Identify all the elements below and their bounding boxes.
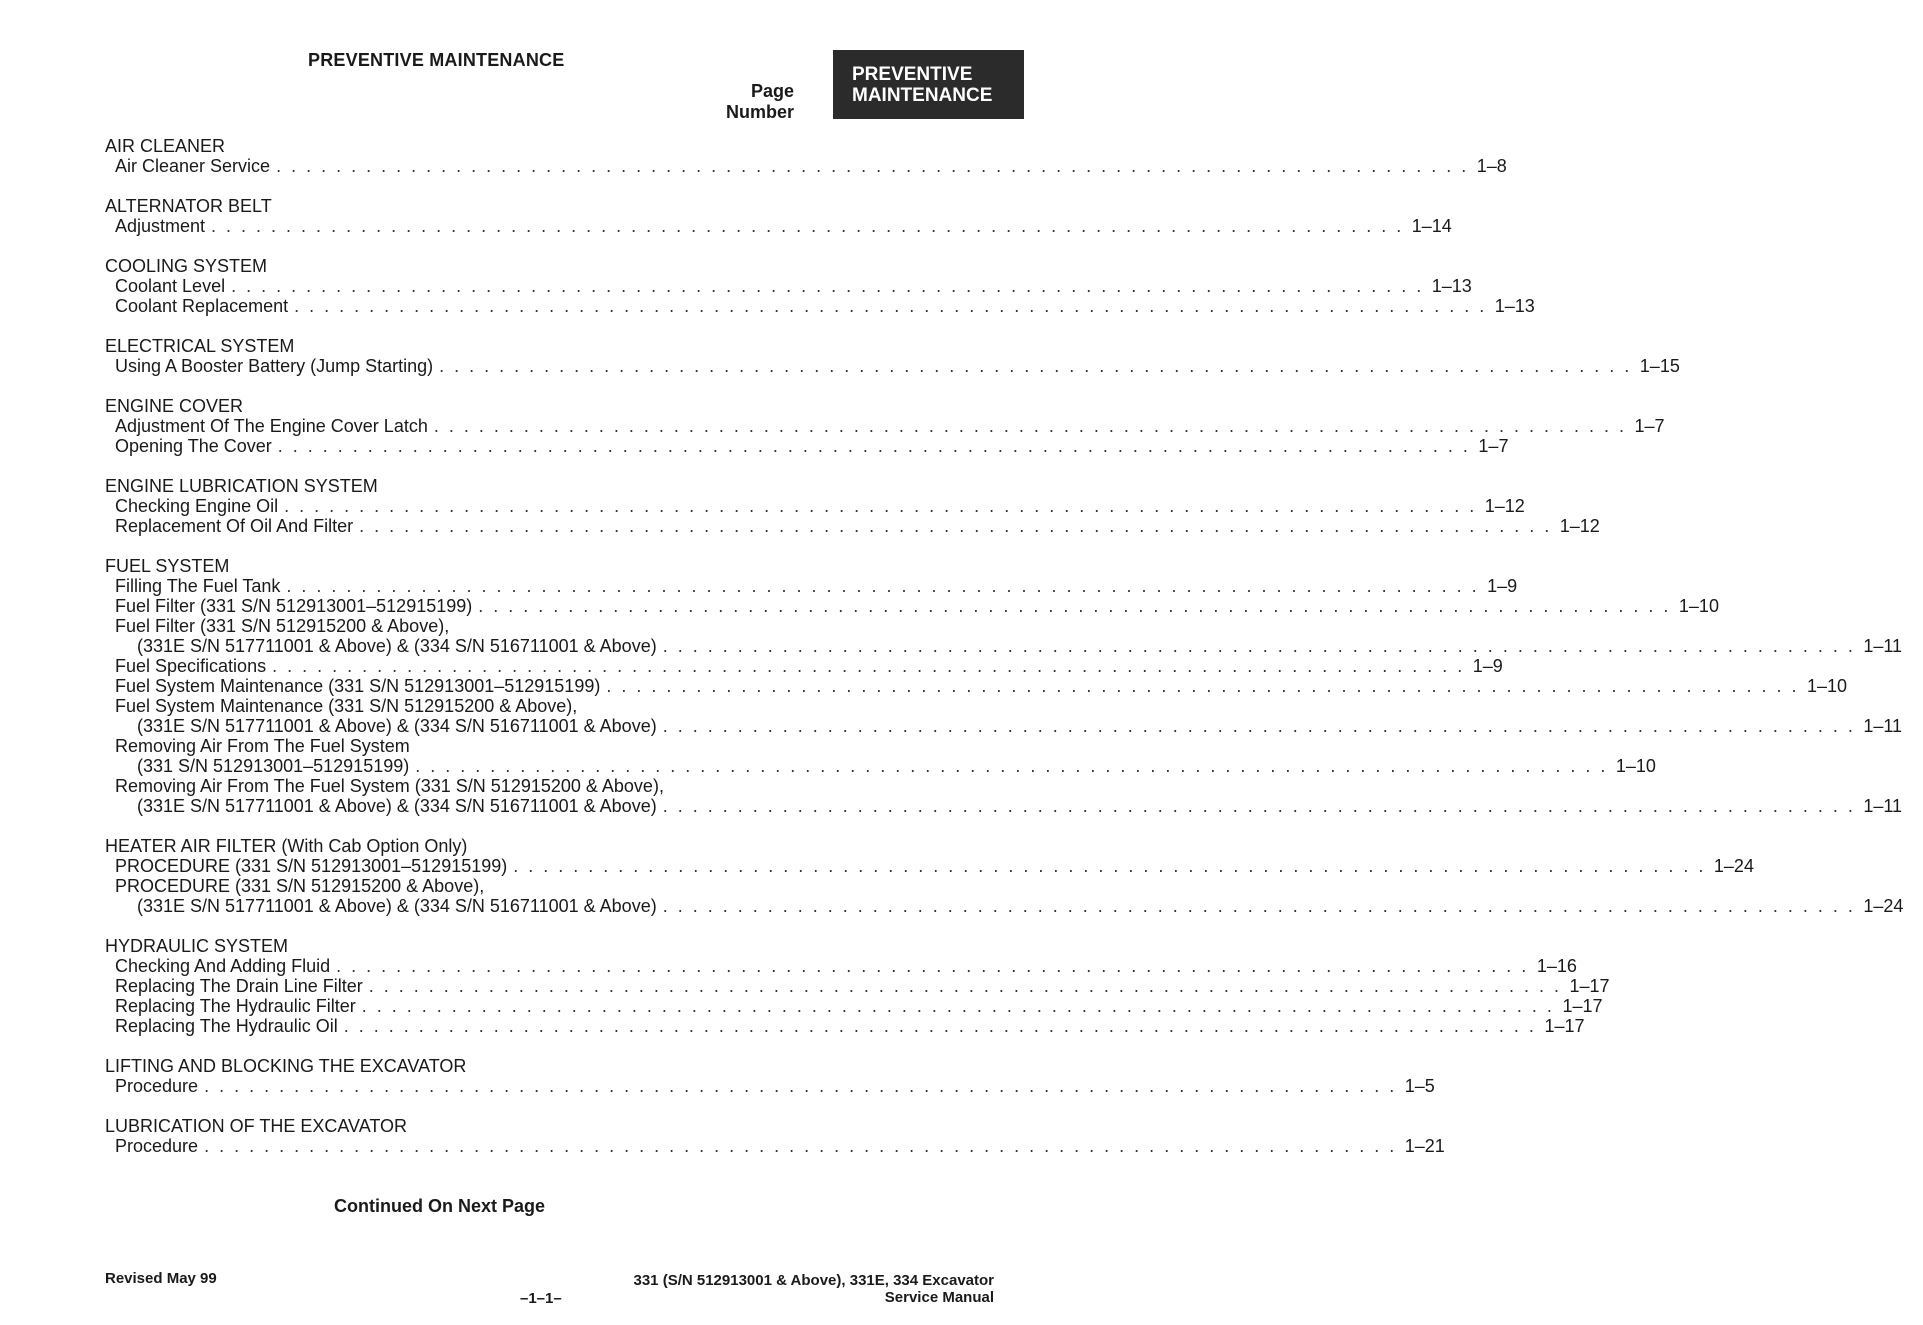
- toc-entry: [105, 436, 1509, 456]
- footer-manual-info: [634, 1272, 995, 1306]
- dot-leader: . . . . . . . . . . . . . . . . . . . . . . . . . . . . . . . . . . . . . . . . . . . . . . . . . . . . . . . . . . . . . . . . . . . . . . . . . . . . . . . .: [343, 1016, 1537, 1036]
- toc-entry-page: 1–9: [1472, 656, 1503, 676]
- dot-leader: . . . . . . . . . . . . . . . . . . . . . . . . . . . . . . . . . . . . . . . . . . . . . . . . . . . . . . . . . . . . . . . . . . . . . . . . . . . . . . . .: [211, 216, 1404, 236]
- dot-leader: . . . . . . . . . . . . . . . . . . . . . . . . . . . . . . . . . . . . . . . . . . . . . . . . . . . . . . . . . . . . . . . . . . . . . . . . . . . . . . . .: [662, 896, 1856, 916]
- toc-entry-label: Air Cleaner Service: [115, 156, 271, 176]
- toc-section-title: LUBRICATION OF THE EXCAVATOR: [105, 1116, 408, 1136]
- toc-entry-page: 1–10: [1615, 756, 1656, 776]
- dot-leader: . . . . . . . . . . . . . . . . . . . . . . . . . . . . . . . . . . . . . . . . . . . . . . . . . . . . . . . . . . . . . . . . . . . . . . . . . . . . . . . .: [513, 856, 1706, 876]
- toc-section-title: ENGINE LUBRICATION SYSTEM: [105, 476, 378, 496]
- dot-leader: . . . . . . . . . . . . . . . . . . . . . . . . . . . . . . . . . . . . . . . . . . . . . . . . . . . . . . . . . . . . . . . . . . . . . . . . . . . . . . . .: [336, 956, 1529, 976]
- toc-entry-label: Procedure: [115, 1076, 199, 1096]
- page-label: Page: [750, 81, 794, 101]
- toc-entry-label: Fuel Filter (331 S/N 512913001–512915199): [115, 596, 473, 616]
- toc-entry: [105, 676, 1848, 696]
- dot-leader: . . . . . . . . . . . . . . . . . . . . . . . . . . . . . . . . . . . . . . . . . . . . . . . . . . . . . . . . . . . . . . . . . . . . . . . . . . . . . . . .: [204, 1136, 1397, 1156]
- dot-leader: . . . . . . . . . . . . . . . . . . . . . . . . . . . . . . . . . . . . . . . . . . . . . . . . . . . . . . . . . . . . . . . . . . . . . . . . . . . . . . . .: [284, 496, 1477, 516]
- toc-entry-page: 1–17: [1569, 976, 1610, 996]
- toc-section-title: LIFTING AND BLOCKING THE EXCAVATOR: [105, 1056, 467, 1076]
- toc-entry: [105, 976, 1610, 996]
- dot-leader: . . . . . . . . . . . . . . . . . . . . . . . . . . . . . . . . . . . . . . . . . . . . . . . . . . . . . . . . . . . . . . . . . . . . . . . . . . . . . . . .: [286, 576, 1480, 596]
- toc-entry-line: Removing Air From The Fuel System: [115, 736, 410, 756]
- toc-section-title: HYDRAULIC SYSTEM: [105, 936, 289, 956]
- toc-entry-label: Adjustment: [115, 216, 206, 236]
- toc-entry: [105, 156, 1507, 176]
- toc-section: [105, 1116, 1445, 1156]
- dot-leader: . . . . . . . . . . . . . . . . . . . . . . . . . . . . . . . . . . . . . . . . . . . . . . . . . . . . . . . . . . . . . . . . . . . . . . . . . . . . . . . .: [277, 436, 1471, 456]
- toc-entry-page: 1–11: [1863, 636, 1903, 656]
- dot-leader: . . . . . . . . . . . . . . . . . . . . . . . . . . . . . . . . . . . . . . . . . . . . . . . . . . . . . . . . . . . . . . . . . . . . . . . . . . . . . . . .: [478, 596, 1671, 616]
- dot-leader: . . . . . . . . . . . . . . . . . . . . . . . . . . . . . . . . . . . . . . . . . . . . . . . . . . . . . . . . . . . . . . . . . . . . . . . . . . . . . . . .: [272, 656, 1465, 676]
- toc-entry: [105, 636, 1903, 656]
- toc-entry: [105, 416, 1665, 436]
- toc-entry-label: (331E S/N 517711001 & Above) & (334 S/N 516711001 & Above): [137, 896, 657, 916]
- toc-entry-page: 1–21: [1404, 1136, 1445, 1156]
- toc-entry-page: 1–24: [1863, 896, 1904, 916]
- toc-entry-label: Coolant Replacement: [115, 296, 289, 316]
- toc-entry-label: Fuel System Maintenance (331 S/N 512913001–512915199): [115, 676, 601, 696]
- toc-entry-label: Replacing The Hydraulic Filter: [115, 996, 356, 1016]
- toc-entry-line: Removing Air From The Fuel System (331 S/N 512915200 & Above),: [115, 776, 664, 796]
- toc-entry-page: 1–13: [1494, 296, 1535, 316]
- dot-leader: . . . . . . . . . . . . . . . . . . . . . . . . . . . . . . . . . . . . . . . . . . . . . . . . . . . . . . . . . . . . . . . . . . . . . . . . . . . . . . . .: [662, 716, 1856, 736]
- toc-section-title: COOLING SYSTEM: [105, 256, 268, 276]
- toc-section: [105, 396, 1665, 456]
- dot-leader: . . . . . . . . . . . . . . . . . . . . . . . . . . . . . . . . . . . . . . . . . . . . . . . . . . . . . . . . . . . . . . . . . . . . . . . . . . . . . . . .: [276, 156, 1469, 176]
- section-tab: [833, 50, 1024, 119]
- toc-entry-label: PROCEDURE (331 S/N 512913001–512915199): [115, 856, 508, 876]
- toc-entry: [105, 716, 1903, 736]
- toc-section-title: ELECTRICAL SYSTEM: [105, 336, 295, 356]
- toc-entry-page: 1–15: [1639, 356, 1680, 376]
- toc-entry-page: 1–10: [1807, 676, 1848, 696]
- toc-entry-line: Fuel System Maintenance (331 S/N 512915200 & Above),: [115, 696, 578, 716]
- toc-entry-label: Replacement Of Oil And Filter: [115, 516, 354, 536]
- toc-section: [105, 136, 1507, 176]
- toc-entry-label: Coolant Level: [115, 276, 226, 296]
- toc-section-title: ALTERNATOR BELT: [105, 196, 272, 216]
- section-tab-line-1: PREVENTIVE: [852, 64, 973, 85]
- toc-section: [105, 476, 1600, 536]
- toc-entry-label: (331E S/N 517711001 & Above) & (334 S/N 516711001 & Above): [137, 716, 657, 736]
- toc-section: [105, 196, 1452, 236]
- toc-entry: [105, 1136, 1445, 1156]
- toc-entry-page: 1–17: [1562, 996, 1603, 1016]
- toc-entry: [105, 996, 1603, 1016]
- toc-section: [105, 836, 1904, 916]
- toc-entry-label: (331 S/N 512913001–512915199): [137, 756, 410, 776]
- toc-section: [105, 936, 1610, 1036]
- toc-entry: [105, 496, 1525, 516]
- toc-entry-page: 1–10: [1678, 596, 1719, 616]
- toc-entry-page: 1–11: [1863, 716, 1903, 736]
- dot-leader: . . . . . . . . . . . . . . . . . . . . . . . . . . . . . . . . . . . . . . . . . . . . . . . . . . . . . . . . . . . . . . . . . . . . . . . . . . . . . . . .: [439, 356, 1632, 376]
- toc-entry: [105, 796, 1903, 816]
- footer-model: 331 (S/N 512913001 & Above), 331E, 334 Excavator: [633, 1272, 994, 1289]
- toc-entry-label: Using A Booster Battery (Jump Starting): [115, 356, 434, 376]
- toc-entry-page: 1–7: [1634, 416, 1665, 436]
- toc-section: [105, 256, 1535, 316]
- toc-entry-label: (331E S/N 517711001 & Above) & (334 S/N 516711001 & Above): [137, 636, 657, 656]
- toc-entry-page: 1–14: [1411, 216, 1452, 236]
- footer-manual: Service Manual: [884, 1289, 994, 1306]
- toc-section: [105, 336, 1680, 376]
- toc-entry-page: 1–12: [1484, 496, 1525, 516]
- table-of-contents: [105, 136, 1904, 1176]
- toc-entry-label: Procedure: [115, 1136, 199, 1156]
- dot-leader: . . . . . . . . . . . . . . . . . . . . . . . . . . . . . . . . . . . . . . . . . . . . . . . . . . . . . . . . . . . . . . . . . . . . . . . . . . . . . . . .: [662, 636, 1856, 656]
- toc-entry-label: Filling The Fuel Tank: [115, 576, 281, 596]
- dot-leader: . . . . . . . . . . . . . . . . . . . . . . . . . . . . . . . . . . . . . . . . . . . . . . . . . . . . . . . . . . . . . . . . . . . . . . . . . . . . . . . .: [294, 296, 1487, 316]
- toc-section-title: ENGINE COVER: [105, 396, 244, 416]
- page-number-column-header: [726, 81, 794, 123]
- dot-leader: . . . . . . . . . . . . . . . . . . . . . . . . . . . . . . . . . . . . . . . . . . . . . . . . . . . . . . . . . . . . . . . . . . . . . . . . . . . . . . . .: [368, 976, 1562, 996]
- toc-entry: [105, 576, 1518, 596]
- toc-section-title: FUEL SYSTEM: [105, 556, 230, 576]
- toc-entry: [105, 596, 1719, 616]
- toc-entry: [105, 856, 1754, 876]
- footer-revised: Revised May 99: [105, 1270, 217, 1287]
- toc-entry-page: 1–24: [1713, 856, 1754, 876]
- toc-section: [105, 1056, 1435, 1096]
- dot-leader: . . . . . . . . . . . . . . . . . . . . . . . . . . . . . . . . . . . . . . . . . . . . . . . . . . . . . . . . . . . . . . . . . . . . . . . . . . . . . . . .: [361, 996, 1555, 1016]
- toc-section-title: AIR CLEANER: [105, 136, 226, 156]
- toc-entry-page: 1–13: [1431, 276, 1472, 296]
- toc-entry-line: PROCEDURE (331 S/N 512915200 & Above),: [115, 876, 485, 896]
- toc-entry-page: 1–8: [1476, 156, 1507, 176]
- toc-entry: [105, 756, 1656, 776]
- toc-entry-page: 1–12: [1559, 516, 1600, 536]
- toc-entry-label: Checking And Adding Fluid: [115, 956, 331, 976]
- dot-leader: . . . . . . . . . . . . . . . . . . . . . . . . . . . . . . . . . . . . . . . . . . . . . . . . . . . . . . . . . . . . . . . . . . . . . . . . . . . . . . . .: [433, 416, 1627, 436]
- toc-entry: [105, 1016, 1585, 1036]
- toc-entry-label: Fuel Specifications: [115, 656, 267, 676]
- section-tab-line-2: MAINTENANCE: [852, 85, 993, 106]
- toc-entry: [105, 1076, 1435, 1096]
- dot-leader: . . . . . . . . . . . . . . . . . . . . . . . . . . . . . . . . . . . . . . . . . . . . . . . . . . . . . . . . . . . . . . . . . . . . . . . . . . . . . . . .: [415, 756, 1608, 776]
- toc-section: [105, 556, 1903, 816]
- dot-leader: . . . . . . . . . . . . . . . . . . . . . . . . . . . . . . . . . . . . . . . . . . . . . . . . . . . . . . . . . . . . . . . . . . . . . . . . . . . . . . . .: [204, 1076, 1397, 1096]
- toc-entry: [105, 956, 1577, 976]
- toc-entry: [105, 216, 1452, 236]
- number-label: Number: [725, 102, 794, 122]
- toc-entry-line: Fuel Filter (331 S/N 512915200 & Above),: [115, 616, 450, 636]
- dot-leader: . . . . . . . . . . . . . . . . . . . . . . . . . . . . . . . . . . . . . . . . . . . . . . . . . . . . . . . . . . . . . . . . . . . . . . . . . . . . . . . .: [231, 276, 1424, 296]
- toc-entry-page: 1–7: [1478, 436, 1509, 456]
- dot-leader: . . . . . . . . . . . . . . . . . . . . . . . . . . . . . . . . . . . . . . . . . . . . . . . . . . . . . . . . . . . . . . . . . . . . . . . . . . . . . . . .: [359, 516, 1552, 536]
- toc-entry-label: Replacing The Hydraulic Oil: [115, 1016, 338, 1036]
- toc-section-title: HEATER AIR FILTER (With Cab Option Only): [105, 836, 468, 856]
- dot-leader: . . . . . . . . . . . . . . . . . . . . . . . . . . . . . . . . . . . . . . . . . . . . . . . . . . . . . . . . . . . . . . . . . . . . . . . . . . . . . . . .: [606, 676, 1799, 696]
- toc-entry-label: Adjustment Of The Engine Cover Latch: [115, 416, 428, 436]
- toc-entry: [105, 356, 1680, 376]
- toc-entry-page: 1–17: [1544, 1016, 1585, 1036]
- toc-entry: [105, 296, 1535, 316]
- toc-entry-label: Checking Engine Oil: [115, 496, 279, 516]
- toc-entry-label: (331E S/N 517711001 & Above) & (334 S/N 516711001 & Above): [137, 796, 657, 816]
- toc-entry: [105, 276, 1472, 296]
- toc-entry-page: 1–16: [1536, 956, 1577, 976]
- continued-note: Continued On Next Page: [334, 1196, 546, 1216]
- toc-entry-page: 1–5: [1404, 1076, 1435, 1096]
- toc-entry: [105, 656, 1503, 676]
- toc-entry-page: 1–9: [1487, 576, 1518, 596]
- toc-entry-label: Opening The Cover: [115, 436, 272, 456]
- footer-page-number: –1–1–: [520, 1290, 562, 1307]
- page-title: PREVENTIVE MAINTENANCE: [308, 50, 565, 70]
- toc-entry: [105, 516, 1600, 536]
- toc-entry-page: 1–11: [1863, 796, 1903, 816]
- dot-leader: . . . . . . . . . . . . . . . . . . . . . . . . . . . . . . . . . . . . . . . . . . . . . . . . . . . . . . . . . . . . . . . . . . . . . . . . . . . . . . . .: [662, 796, 1856, 816]
- toc-entry-label: Replacing The Drain Line Filter: [115, 976, 363, 996]
- toc-entry: [105, 896, 1904, 916]
